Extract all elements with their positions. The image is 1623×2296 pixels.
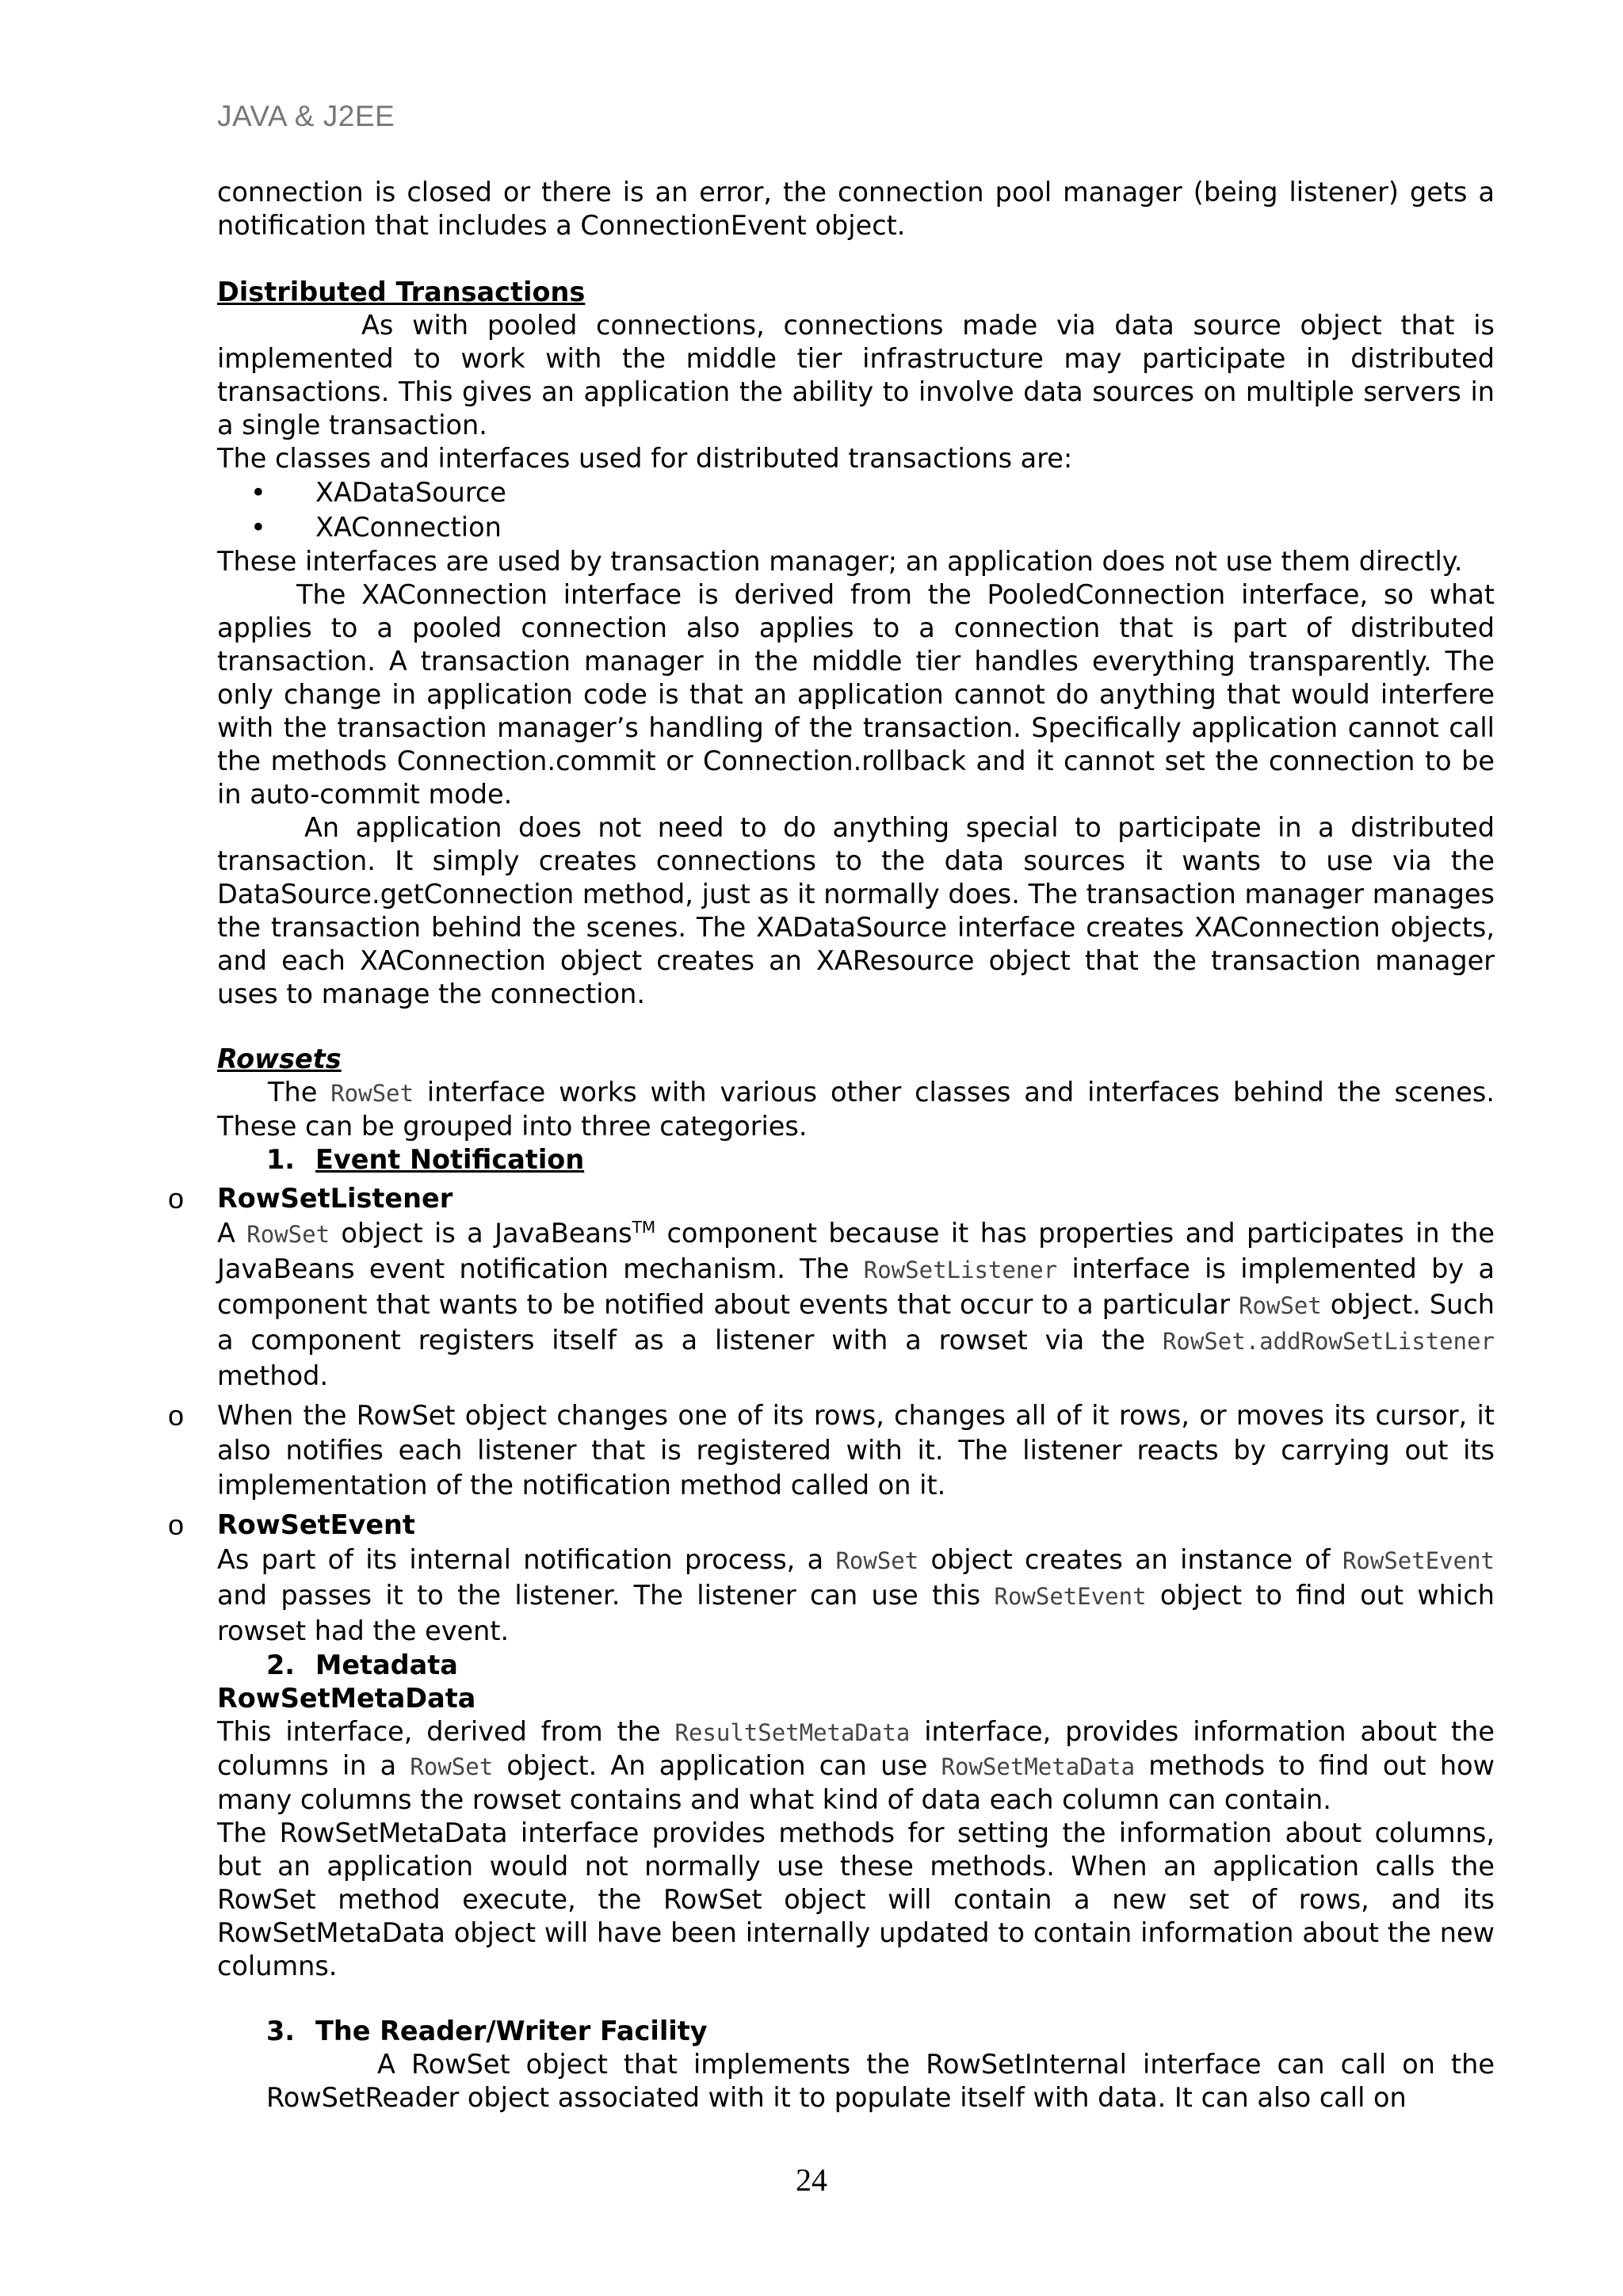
bullet-icon: •: [250, 477, 266, 508]
category-heading-3: 3. The Reader/Writer Facility: [266, 2016, 708, 2046]
item-title: RowSetListener: [217, 1183, 453, 1214]
paragraph: As with pooled connections, connections made via data source object that is implemented to work with the middle tier infrastructure may participate in distributed transactions. This gives an application the ability to involve data sources on multiple servers in a single transaction.: [217, 310, 1495, 441]
paragraph: The RowSet interface works with various other classes and interfaces behind the scenes. These can be grouped into three categories.: [217, 1077, 1495, 1142]
paragraph: A RowSet object that implements the RowSetInternal interface can call on the RowSetReader object associated with it to populate itself with data. It can also call on: [266, 2049, 1495, 2113]
paragraph: This interface, derived from the ResultSetMetaData interface, provides information about the columns in a RowSet object. An application can use RowSetMetaData methods to find out how many columns the rowset contains and what kind of data each column can contain.: [217, 1716, 1495, 1815]
paragraph: An application does not need to do anything special to participate in a distributed transaction. It simply creates connections to the data sources it wants to use via the DataSource.getConnection method, just as it normally does. The transaction manager manages the transaction behind the scenes. The XADataSource interface creates XAConnection objects, and each XAConnection object creates an XAResource object that the transaction manager uses to manage the connection.: [217, 812, 1495, 1009]
list-item: [168, 1398, 1495, 1503]
paragraph: The XAConnection interface is derived from the PooledConnection interface, so what applies to a pooled connection also applies to a connection that is part of distributed transaction. A transaction manager in the middle tier handles everything transparently. The only change in application code is that an application cannot do anything that would interfere with the transaction manager’s handling of the transaction. Specifically application cannot call the methods Connection.commit or Connection.rollback and it cannot set the connection to be in auto-commit mode.: [217, 579, 1495, 810]
paragraph: These interfaces are used by transaction manager; an application does not use them directly.: [217, 546, 1463, 577]
bullet-list: [217, 475, 1495, 545]
running-header: JAVA & J2EE: [217, 100, 395, 132]
list-item: [168, 1508, 1495, 1649]
o-bullet-icon: o: [168, 1399, 185, 1432]
paragraph: When the RowSet object changes one of its rows, changes all of it rows, or moves its cursor, it also notifies each listener that is registered with it. The listener reacts by carrying out its implementation of the notification method called on it.: [217, 1400, 1495, 1501]
o-bullet-icon: o: [168, 1182, 185, 1215]
page-number: 24: [796, 2162, 827, 2198]
category-heading-1: 1. Event Notification: [266, 1144, 585, 1175]
paragraph: The RowSetMetaData interface provides methods for setting the information about columns, but an application would not normally use these methods. When an application calls the RowSet method execute, the RowSet object will contain a new set of rows, and its RowSetMetaData object will have been internally updated to contain information about the new columns.: [217, 1817, 1495, 1981]
bullet-icon: •: [250, 512, 266, 543]
list-item: [168, 1181, 1495, 1394]
item-title: RowSetEvent: [217, 1509, 415, 1540]
o-bullet-icon: o: [168, 1508, 185, 1541]
paragraph: The classes and interfaces used for distributed transactions are:: [217, 443, 1073, 474]
category-heading-2: 2. Metadata: [266, 1650, 458, 1680]
subheading-rowsetmetadata: RowSetMetaData: [217, 1683, 476, 1714]
section-heading-rowsets: Rowsets: [217, 1043, 342, 1074]
list-item: • XAConnection: [217, 510, 1495, 545]
list-item: • XADataSource: [217, 475, 1495, 510]
o-list: [168, 1181, 1495, 1649]
section-heading-distributed-transactions: Distributed Transactions: [217, 277, 586, 307]
intro-paragraph: connection is closed or there is an error, the connection pool manager (being listener) gets a notification that includes a ConnectionEvent object.: [217, 177, 1495, 241]
paragraph: A RowSet object is a JavaBeans™ component because it has properties and participates in the JavaBeans event notification mechanism. The RowSetListener interface is implemented by a component that wants to be notified about events that occur to a particular RowSet object. Such a component registers itself as a listener with a rowset via the RowSet.addRowSetListener method.: [217, 1217, 1495, 1391]
paragraph: As part of its internal notification process, a RowSet object creates an instance of RowSetEvent and passes it to the listener. The listener can use this RowSetEvent object to find out which rowset had the event.: [217, 1544, 1495, 1646]
page-body: [168, 176, 1495, 2115]
